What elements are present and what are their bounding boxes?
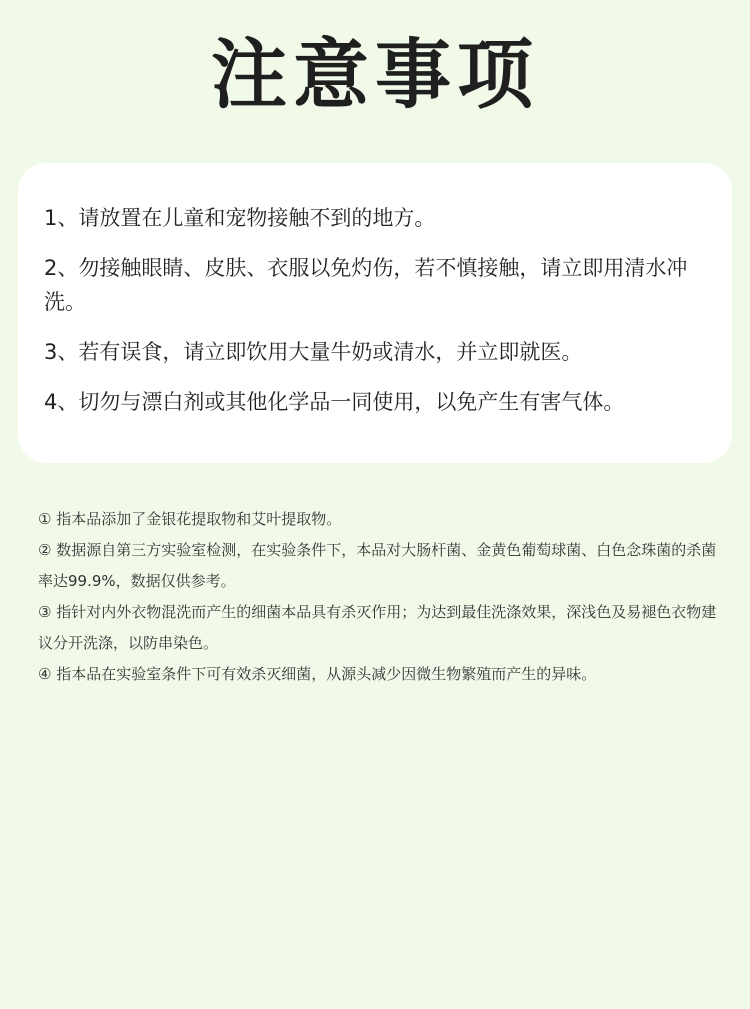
footnote-item: ④ 指本品在实验室条件下可有效杀灭细菌，从源头减少因微生物繁殖而产生的异味。 [38, 665, 597, 683]
precaution-item: 4、切勿与漂白剂或其他化学品一同使用，以免产生有害气体。 [44, 390, 625, 414]
footnote-item: ① 指本品添加了金银花提取物和艾叶提取物。 [38, 510, 342, 528]
precautions-card [18, 163, 732, 463]
footnote-item: ② 数据源自第三方实验室检测，在实验条件下，本品对大肠杆菌、金黄色葡萄球菌、白色念珠菌的杀菌率达99.9%，数据仅供参考。 [38, 541, 717, 590]
precaution-item: 1、请放置在儿童和宠物接触不到的地方。 [44, 206, 436, 230]
footnotes [38, 504, 728, 690]
footnote-item: ③ 指针对内外衣物混洗而产生的细菌本品具有杀灭作用；为达到最佳洗涤效果，深浅色及易褪色衣物建议分开洗涤，以防串染色。 [38, 603, 717, 652]
page-title: 注意事项 [211, 30, 539, 119]
precaution-item: 2、勿接触眼睛、皮肤、衣服以免灼伤，若不慎接触，请立即用清水冲洗。 [44, 256, 688, 314]
precaution-item: 3、若有误食，请立即饮用大量牛奶或清水，并立即就医。 [44, 340, 583, 364]
